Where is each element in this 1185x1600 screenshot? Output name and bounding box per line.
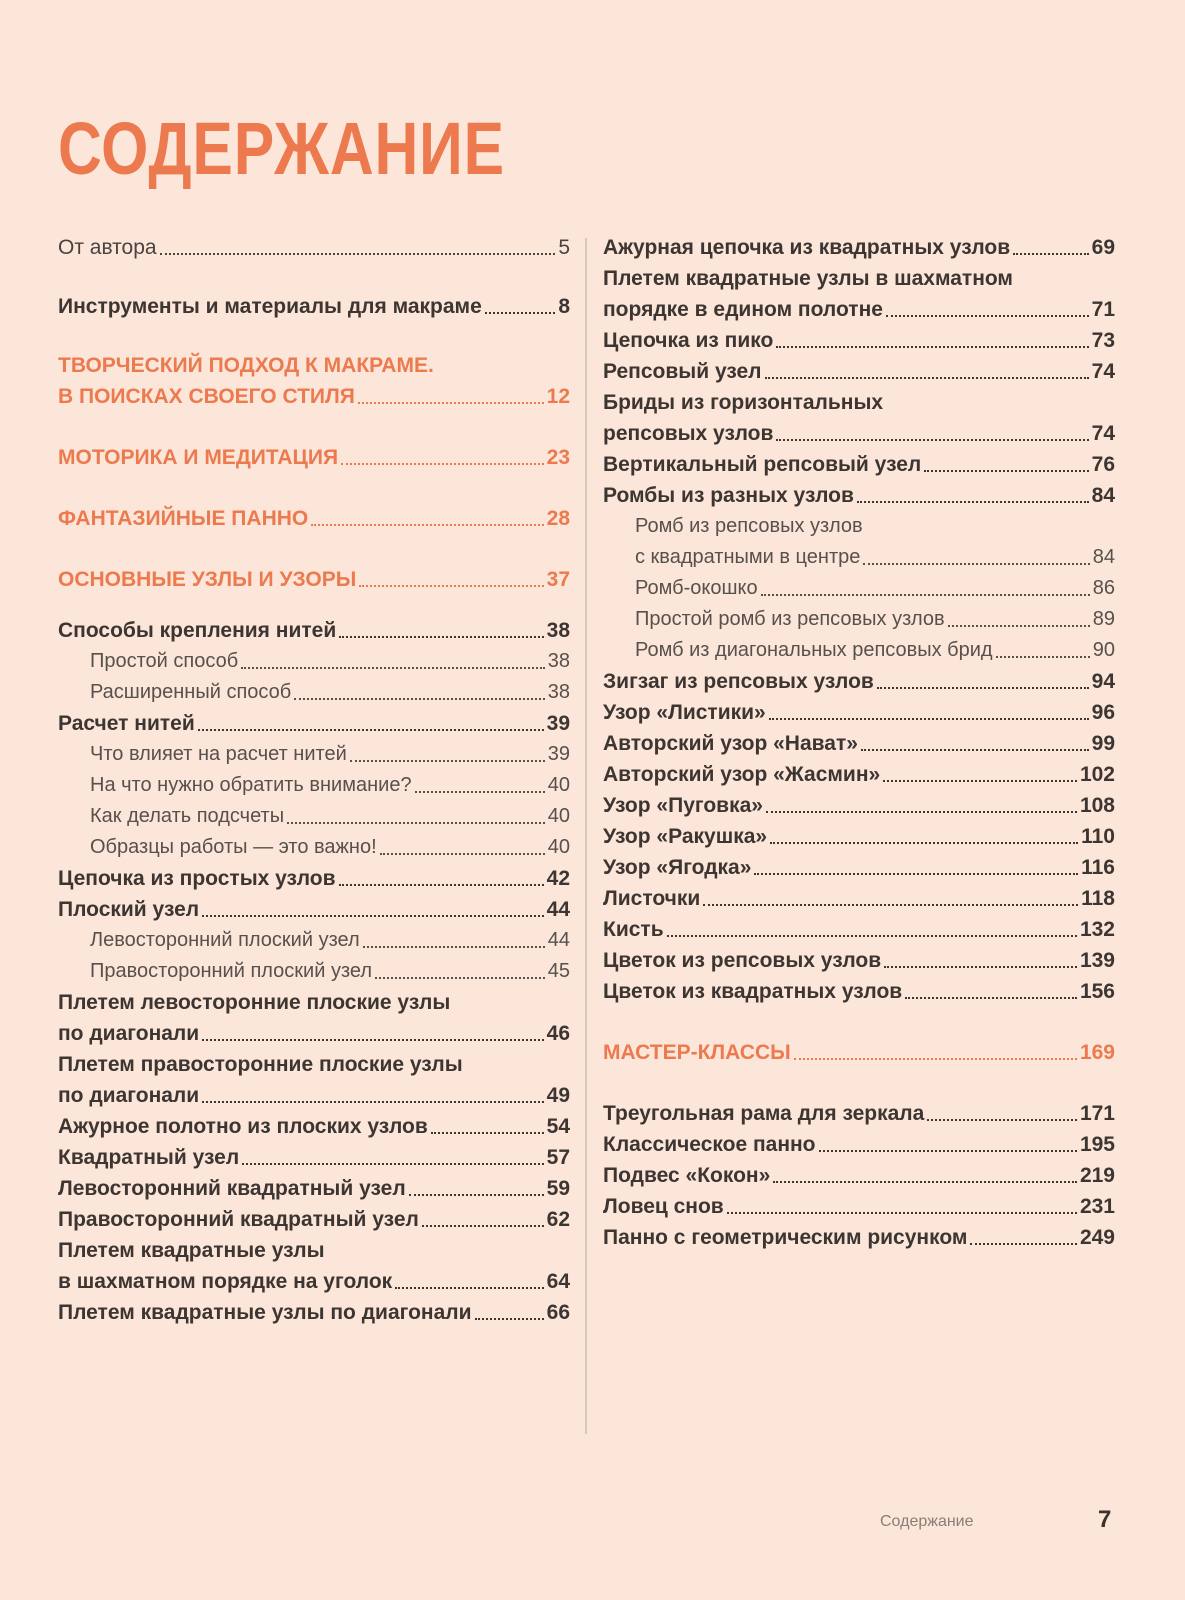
toc-entry-title: Узор «Ракушка» xyxy=(603,825,768,848)
dot-leader xyxy=(667,935,1077,937)
toc-entry[interactable] xyxy=(603,976,1115,1007)
dot-leader xyxy=(819,1150,1077,1152)
toc-entry[interactable] xyxy=(58,801,570,832)
dot-leader xyxy=(415,791,545,793)
toc-entry-title: по диагонали xyxy=(58,1084,200,1107)
toc-entry[interactable] xyxy=(603,759,1115,790)
toc-entry-page: 139 xyxy=(1079,949,1115,972)
toc-entry-page: 40 xyxy=(547,836,570,858)
toc-entry[interactable] xyxy=(603,1191,1115,1222)
toc-entry-page: 249 xyxy=(1079,1226,1115,1249)
dot-leader xyxy=(794,1058,1077,1060)
toc-entry-title: Панно с геометрическим рисунком xyxy=(603,1226,968,1249)
toc-entry[interactable] xyxy=(58,770,570,801)
dot-leader xyxy=(927,1119,1077,1121)
toc-column-left xyxy=(58,232,570,1328)
toc-entry-title: Образцы работы — это важно! xyxy=(90,836,377,858)
toc-entry[interactable] xyxy=(58,1235,570,1297)
toc-entry-page: 62 xyxy=(546,1208,570,1231)
toc-entry-title: От автора xyxy=(58,236,157,259)
toc-entry-title: Плетем квадратные узлы по диагонали xyxy=(58,1301,472,1324)
toc-entry-page: 156 xyxy=(1079,980,1115,1003)
toc-entry-page: 44 xyxy=(546,898,570,921)
dot-leader xyxy=(202,1039,543,1041)
toc-entry[interactable] xyxy=(603,914,1115,945)
toc-entry-title-line: Плетем левосторонние плоские узлы xyxy=(58,991,451,1014)
toc-entry[interactable] xyxy=(58,350,570,412)
toc-entry-title: Вертикальный репсовый узел xyxy=(603,453,922,476)
toc-entry[interactable] xyxy=(603,945,1115,976)
dot-leader xyxy=(485,312,556,314)
toc-entry[interactable] xyxy=(58,1049,570,1111)
dot-leader xyxy=(727,1212,1077,1214)
dot-leader xyxy=(359,585,543,587)
dot-leader xyxy=(884,966,1077,968)
toc-entry[interactable] xyxy=(58,1204,570,1235)
toc-entry-page: 46 xyxy=(546,1022,570,1045)
toc-entry[interactable] xyxy=(58,894,570,925)
toc-entry-page: 64 xyxy=(546,1270,570,1293)
toc-entry-page: 116 xyxy=(1081,856,1115,879)
page-number: 7 xyxy=(1098,1506,1112,1533)
toc-entry-page: 74 xyxy=(1091,360,1115,383)
dot-leader xyxy=(770,842,1078,844)
toc-entry-title: На что нужно обратить внимание? xyxy=(90,774,412,796)
toc-entry-title: Квадратный узел xyxy=(58,1146,240,1169)
toc-entry[interactable] xyxy=(58,503,570,534)
toc-entry[interactable] xyxy=(58,1142,570,1173)
toc-entry-page: 110 xyxy=(1081,825,1115,848)
toc-entry-title: Узор «Листики» xyxy=(603,701,766,724)
toc-entry[interactable] xyxy=(58,925,570,956)
toc-entry[interactable] xyxy=(58,677,570,708)
toc-entry-page: 73 xyxy=(1091,329,1115,352)
toc-entry[interactable] xyxy=(58,1111,570,1142)
toc-entry[interactable] xyxy=(603,697,1115,728)
dot-leader xyxy=(363,946,545,948)
toc-entry-page: 23 xyxy=(546,446,570,469)
column-divider xyxy=(585,238,587,1434)
dot-leader xyxy=(883,780,1077,782)
toc-entry-title: Расчет нитей xyxy=(58,712,195,735)
toc-entry-title: Что влияет на расчет нитей xyxy=(90,743,347,765)
toc-entry[interactable] xyxy=(58,232,570,263)
toc-entry-page: 37 xyxy=(546,568,570,591)
toc-entry-page: 76 xyxy=(1091,453,1115,476)
toc-entry-title: Листочки xyxy=(603,887,701,910)
toc-entry-title: Репсовый узел xyxy=(603,360,762,383)
toc-entry-title: Инструменты и материалы для макраме xyxy=(58,295,482,318)
dot-leader xyxy=(754,873,1078,875)
toc-entry[interactable] xyxy=(58,442,570,473)
toc-entry-page: 86 xyxy=(1092,577,1115,599)
toc-entry-page: 57 xyxy=(546,1146,570,1169)
toc-entry-page: 102 xyxy=(1079,763,1115,786)
toc-entry[interactable] xyxy=(603,356,1115,387)
toc-entry-title: Способы крепления нитей xyxy=(58,619,337,642)
toc-entry-page: 38 xyxy=(547,650,570,672)
dot-leader xyxy=(765,377,1089,379)
toc-entry-page: 231 xyxy=(1079,1195,1115,1218)
dot-leader xyxy=(287,822,545,824)
toc-entry[interactable] xyxy=(58,739,570,770)
dot-leader xyxy=(776,346,1088,348)
toc-entry-page: 44 xyxy=(547,929,570,951)
toc-entry[interactable] xyxy=(603,852,1115,883)
toc-entry[interactable] xyxy=(603,821,1115,852)
dot-leader xyxy=(769,718,1089,720)
toc-entry-title: Цветок из квадратных узлов xyxy=(603,980,903,1003)
toc-entry[interactable] xyxy=(603,573,1115,604)
toc-entry[interactable] xyxy=(603,883,1115,914)
toc-entry-title: по диагонали xyxy=(58,1022,200,1045)
toc-entry-title: Ромб из диагональных репсовых брид xyxy=(635,639,993,661)
toc-entry-title-line: Плетем правосторонние плоские узлы xyxy=(58,1053,463,1076)
dot-leader xyxy=(198,729,544,731)
toc-entry[interactable] xyxy=(603,790,1115,821)
dot-leader xyxy=(202,915,544,917)
toc-entry[interactable] xyxy=(58,987,570,1049)
toc-entry-title: Левосторонний квадратный узел xyxy=(58,1177,406,1200)
toc-entry-page: 66 xyxy=(546,1301,570,1324)
toc-entry[interactable] xyxy=(58,956,570,987)
toc-entry-title: МОТОРИКА И МЕДИТАЦИЯ xyxy=(58,446,339,469)
toc-entry-title-line: Бриды из горизонтальных xyxy=(603,391,884,414)
toc-entry-title: Подвес «Кокон» xyxy=(603,1164,771,1187)
toc-entry-page: 12 xyxy=(546,385,570,408)
dot-leader xyxy=(241,667,545,669)
toc-entry-page: 39 xyxy=(546,712,570,735)
toc-entry[interactable] xyxy=(58,863,570,894)
toc-entry-title: Простой способ xyxy=(90,650,239,672)
toc-entry-title-line: Ромб из репсовых узлов xyxy=(635,515,863,537)
toc-entry-title: ОСНОВНЫЕ УЗЛЫ И УЗОРЫ xyxy=(58,568,357,591)
dot-leader xyxy=(773,1181,1077,1183)
toc-entry-title: Ловец снов xyxy=(603,1195,724,1218)
toc-entry-title: Левосторонний плоский узел xyxy=(90,929,360,951)
toc-entry-page: 40 xyxy=(547,774,570,796)
dot-leader xyxy=(776,439,1088,441)
toc-entry[interactable] xyxy=(603,666,1115,697)
dot-leader xyxy=(861,749,1089,751)
toc-entry-title: В ПОИСКАХ СВОЕГО СТИЛЯ xyxy=(58,385,355,408)
dot-leader xyxy=(1013,253,1088,255)
toc-entry[interactable] xyxy=(603,604,1115,635)
toc-entry-page: 132 xyxy=(1079,918,1115,941)
dot-leader xyxy=(350,760,545,762)
toc-entry-title-line: ТВОРЧЕСКИЙ ПОДХОД К МАКРАМЕ. xyxy=(58,354,434,377)
toc-entry-page: 39 xyxy=(547,743,570,765)
toc-entry-page: 38 xyxy=(547,681,570,703)
dot-leader xyxy=(358,402,544,404)
toc-entry-title: Ажурное полотно из плоских узлов xyxy=(58,1115,428,1138)
dot-leader xyxy=(431,1132,544,1134)
dot-leader xyxy=(409,1194,544,1196)
toc-entry[interactable] xyxy=(603,511,1115,573)
page-title: СОДЕРЖАНИЕ xyxy=(58,107,505,190)
dot-leader xyxy=(766,811,1077,813)
toc-entry-title: Ажурная цепочка из квадратных узлов xyxy=(603,236,1011,259)
toc-entry[interactable] xyxy=(603,1098,1115,1129)
dot-leader xyxy=(475,1318,544,1320)
toc-entry-title: в шахматном порядке на уголок xyxy=(58,1270,393,1293)
toc-entry-title: репсовых узлов xyxy=(603,422,774,445)
toc-entry-page: 71 xyxy=(1091,298,1115,321)
dot-leader xyxy=(877,687,1089,689)
toc-entry-page: 99 xyxy=(1091,732,1115,755)
toc-entry-title-line: Плетем квадратные узлы в шахматном xyxy=(603,267,1013,290)
toc-entry-title: Цепочка из пико xyxy=(603,329,774,352)
toc-entry-title: Цепочка из простых узлов xyxy=(58,867,336,890)
toc-entry-title: Правосторонний квадратный узел xyxy=(58,1208,419,1231)
toc-entry[interactable] xyxy=(58,1297,570,1328)
dot-leader xyxy=(703,904,1078,906)
toc-entry-page: 59 xyxy=(546,1177,570,1200)
toc-entry-title: Кисть xyxy=(603,918,664,941)
dot-leader xyxy=(905,997,1077,999)
toc-entry[interactable] xyxy=(603,1222,1115,1253)
toc-entry-title: Ромб-окошко xyxy=(635,577,758,599)
toc-entry[interactable] xyxy=(603,263,1115,325)
toc-entry-page: 118 xyxy=(1081,887,1115,910)
toc-entry-title: Узор «Пуговка» xyxy=(603,794,763,817)
toc-entry-page: 54 xyxy=(546,1115,570,1138)
dot-leader xyxy=(948,625,1090,627)
toc-entry[interactable] xyxy=(603,449,1115,480)
toc-entry-page: 94 xyxy=(1091,670,1115,693)
toc-entry-page: 89 xyxy=(1092,608,1115,630)
dot-leader xyxy=(395,1287,543,1289)
toc-entry[interactable] xyxy=(603,635,1115,666)
toc-entry[interactable] xyxy=(603,1160,1115,1191)
toc-entry-page: 5 xyxy=(558,236,570,259)
toc-entry[interactable] xyxy=(603,1129,1115,1160)
toc-entry-page: 28 xyxy=(546,507,570,530)
toc-entry-title: порядке в едином полотне xyxy=(603,298,883,321)
dot-leader xyxy=(339,884,544,886)
toc-entry-title: ФАНТАЗИЙНЫЕ ПАННО xyxy=(58,507,309,530)
toc-entry[interactable] xyxy=(58,708,570,739)
toc-entry-page: 38 xyxy=(546,619,570,642)
toc-entry-page: 74 xyxy=(1091,422,1115,445)
toc-entry-title: Треугольная рама для зеркала xyxy=(603,1102,925,1125)
toc-entry-page: 69 xyxy=(1091,236,1115,259)
toc-entry-page: 219 xyxy=(1079,1164,1115,1187)
toc-entry-page: 8 xyxy=(558,295,570,318)
toc-entry-title: Зигзаг из репсовых узлов xyxy=(603,670,874,693)
dot-leader xyxy=(160,253,556,255)
toc-entry-title: Простой ромб из репсовых узлов xyxy=(635,608,945,630)
toc-entry-page: 84 xyxy=(1091,484,1115,507)
toc-entry-title: Авторский узор «Жасмин» xyxy=(603,763,881,786)
toc-entry[interactable] xyxy=(58,291,570,322)
toc-entry-page: 169 xyxy=(1079,1041,1115,1064)
toc-entry-page: 108 xyxy=(1079,794,1115,817)
toc-entry[interactable] xyxy=(603,325,1115,356)
toc-entry-page: 45 xyxy=(547,960,570,982)
toc-entry[interactable] xyxy=(603,728,1115,759)
toc-entry-title: Плоский узел xyxy=(58,898,200,921)
toc-entry[interactable] xyxy=(603,387,1115,449)
dot-leader xyxy=(970,1243,1077,1245)
toc-entry-page: 42 xyxy=(546,867,570,890)
dot-leader xyxy=(375,977,545,979)
toc-column-right xyxy=(603,232,1115,1253)
dot-leader xyxy=(380,853,545,855)
toc-entry[interactable] xyxy=(58,1173,570,1204)
dot-leader xyxy=(761,594,1090,596)
dot-leader xyxy=(339,636,543,638)
dot-leader xyxy=(341,463,544,465)
toc-entry-page: 195 xyxy=(1079,1133,1115,1156)
toc-entry-title: с квадратными в центре xyxy=(635,546,861,568)
toc-entry[interactable] xyxy=(58,564,570,595)
toc-entry-page: 96 xyxy=(1091,701,1115,724)
dot-leader xyxy=(242,1163,543,1165)
toc-entry-title: Узор «Ягодка» xyxy=(603,856,752,879)
toc-entry[interactable] xyxy=(603,1037,1115,1068)
toc-entry-title: Ромбы из разных узлов xyxy=(603,484,854,507)
toc-entry-title: Правосторонний плоский узел xyxy=(90,960,373,982)
toc-entry[interactable] xyxy=(603,232,1115,263)
toc-entry-title: Цветок из репсовых узлов xyxy=(603,949,882,972)
toc-entry-page: 40 xyxy=(547,805,570,827)
dot-leader xyxy=(924,470,1088,472)
toc-entry[interactable] xyxy=(58,646,570,677)
toc-entry-page: 90 xyxy=(1092,639,1115,661)
dot-leader xyxy=(202,1101,543,1103)
toc-entry-title-line: Плетем квадратные узлы xyxy=(58,1239,325,1262)
toc-entry-title: Классическое панно xyxy=(603,1133,816,1156)
dot-leader xyxy=(311,524,543,526)
toc-entry[interactable] xyxy=(58,615,570,646)
toc-entry-title: Как делать подсчеты xyxy=(90,805,285,827)
toc-entry-page: 49 xyxy=(546,1084,570,1107)
dot-leader xyxy=(863,563,1089,565)
toc-entry-title: Авторский узор «Нават» xyxy=(603,732,858,755)
running-footer-label: Содержание xyxy=(880,1513,974,1530)
toc-entry[interactable] xyxy=(603,480,1115,511)
dot-leader xyxy=(422,1225,544,1227)
toc-entry-title: Расширенный способ xyxy=(90,681,292,703)
toc-entry[interactable] xyxy=(58,832,570,863)
dot-leader xyxy=(857,501,1089,503)
toc-entry-title: МАСТЕР-КЛАССЫ xyxy=(603,1041,791,1064)
dot-leader xyxy=(996,656,1090,658)
toc-entry-page: 84 xyxy=(1092,546,1115,568)
toc-entry-page: 171 xyxy=(1079,1102,1115,1125)
dot-leader xyxy=(886,315,1089,317)
dot-leader xyxy=(294,698,545,700)
